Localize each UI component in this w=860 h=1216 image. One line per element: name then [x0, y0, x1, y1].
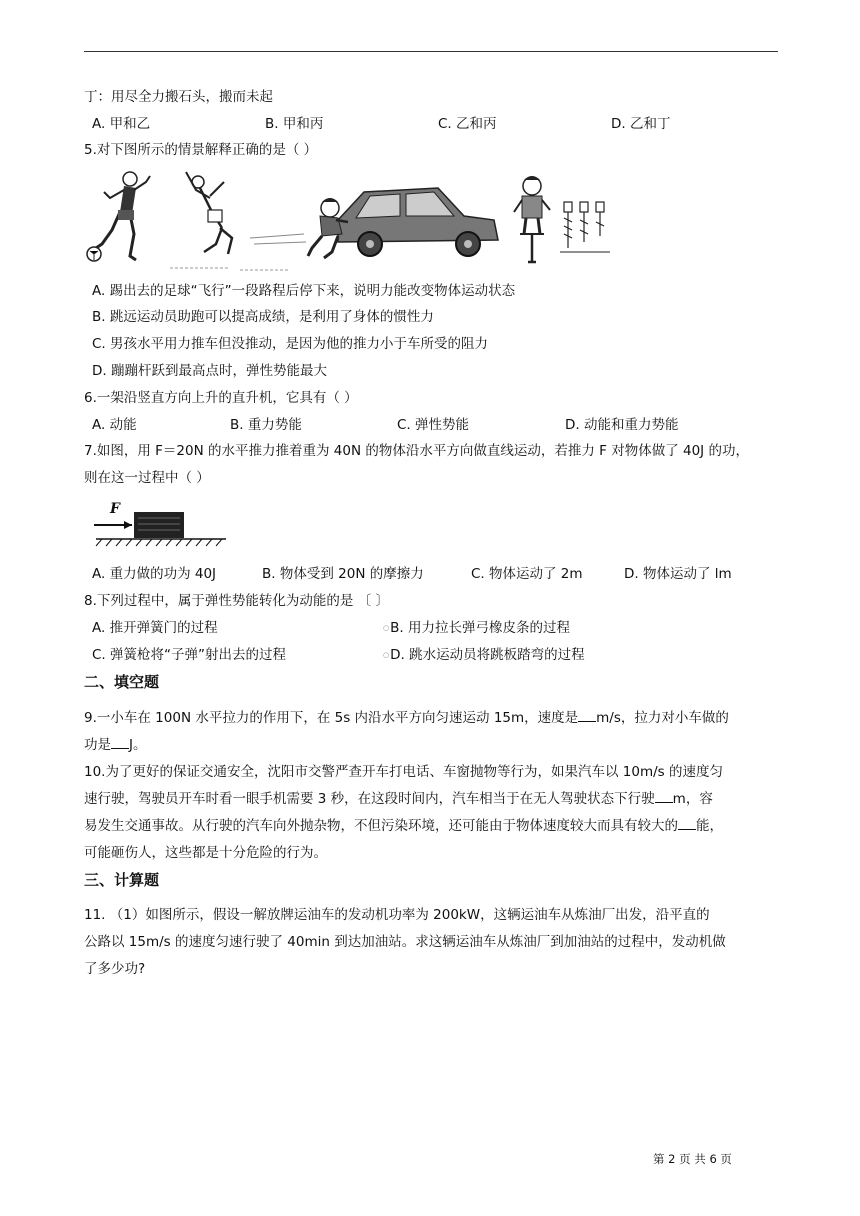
q5-figure-boy-pushing-car: [308, 176, 504, 262]
page-footer: 第 2 页 共 6 页: [653, 1152, 732, 1166]
q7-stem-line2: 则在这一过程中（ ）: [84, 470, 210, 486]
q6-option-c: C. 弹性势能: [397, 417, 470, 433]
section-heading-fill-in: 二、填空题: [84, 673, 160, 691]
q5-option-a: A. 踢出去的足球“飞行”一段路程后停下来，说明力能改变物体运动状态: [92, 283, 516, 299]
q7-option-d: D. 物体运动了 lm: [624, 566, 732, 582]
q10-line4: 可能砸伤人，这些都是十分危险的行为。: [84, 845, 327, 861]
q5-option-c: C. 男孩水平用力推车但没推动，是因为他的推力小于车所受的阻力: [92, 336, 489, 352]
q6-stem: 6.一架沿竖直方向上升的直升机，它具有（ ）: [84, 390, 358, 406]
q11-line3: 了多少功?: [84, 961, 146, 977]
q9-text-c: 功是: [84, 737, 111, 753]
q8-option-d-row: [383, 646, 585, 664]
q10-line1: 10.为了更好的保证交通安全，沈阳市交警严查开车打电话、车窗抛物等行为，如果汽车以 10m/s 的速度匀: [84, 764, 723, 780]
q9-line2: [84, 736, 146, 754]
q9-text-d: J。: [129, 737, 147, 753]
q7-option-a: A. 重力做的功为 40J: [92, 566, 217, 582]
q7-stem-line1: 7.如图，用 F＝20N 的水平推力推着重为 40N 的物体沿水平方向做直线运动，若推力 F 对物体做了 40J 的功，: [84, 443, 749, 459]
q4-option-b: B. 甲和丙: [265, 116, 324, 132]
q10-text-a: 速行驶，驾驶员开车时看一眼手机需要 3 秒，在这段时间内，汽车相当于在无人驾驶状态下行驶: [84, 791, 655, 807]
q10-blank-energy[interactable]: [678, 817, 696, 830]
q5-figure-long-jump: [170, 168, 310, 274]
q8-option-d: D. 跳水运动员将跳板踏弯的过程: [390, 647, 585, 663]
circle-bullet-icon: ○: [383, 624, 390, 632]
q6-option-d: D. 动能和重力势能: [565, 417, 679, 433]
q10-line3: [84, 817, 723, 835]
q4-option-a: A. 甲和乙: [92, 116, 151, 132]
circle-bullet-icon: ○: [383, 651, 390, 659]
q10-line2: [84, 790, 713, 808]
q10-text-b: m，容: [672, 791, 713, 807]
q9-blank-speed[interactable]: [578, 709, 596, 722]
q11-line1: 11. （1）如图所示，假设一解放牌运油车的发动机功率为 200kW，这辆运油车从炼油厂出发，沿平直的: [84, 907, 710, 923]
q4-option-c: C. 乙和丙: [438, 116, 497, 132]
q5-option-d: D. 蹦蹦杆跃到最高点时，弹性势能最大: [92, 363, 327, 379]
q9-line1: [84, 709, 729, 727]
header-rule: [84, 51, 778, 52]
q9-text-b: m/s，拉力对小车做的: [596, 710, 729, 726]
q8-option-b-row: [383, 619, 570, 637]
q6-option-a: A. 动能: [92, 417, 137, 433]
q5-figure-soccer-kick: [84, 168, 162, 270]
q10-text-d: 能，: [696, 818, 723, 834]
q10-blank-distance[interactable]: [655, 790, 673, 803]
q5-figure-pogo-stick: [510, 172, 612, 270]
q8-option-a: A. 推开弹簧门的过程: [92, 620, 218, 636]
q8-option-b: B. 用力拉长弹弓橡皮条的过程: [390, 620, 570, 636]
q9-blank-work[interactable]: [111, 736, 129, 749]
q7-option-b: B. 物体受到 20N 的摩擦力: [262, 566, 424, 582]
q11-line2: 公路以 15m/s 的速度匀速行驶了 40min 到达加油站。求这辆运油车从炼油厂到加油站的过程中，发动机做: [84, 934, 726, 950]
q8-stem: 8.下列过程中，属于弹性势能转化为动能的是 〔 〕: [84, 593, 389, 609]
q7-option-c: C. 物体运动了 2m: [471, 566, 583, 582]
section-heading-calculation: 三、计算题: [84, 871, 160, 889]
q4-option-d: D. 乙和丁: [611, 116, 671, 132]
q8-option-c: C. 弹簧枪将“子弹”射出去的过程: [92, 647, 286, 663]
q5-stem: 5.对下图所示的情景解释正确的是（ ）: [84, 142, 318, 158]
q4-ding-line: 丁：用尽全力搬石头，搬而未起: [84, 89, 273, 105]
q5-option-b: B. 跳远运动员助跑可以提高成绩，是利用了身体的惯性力: [92, 309, 434, 325]
q9-text-a: 9.一小车在 100N 水平拉力的作用下，在 5s 内沿水平方向匀速运动 15m，速度是: [84, 710, 579, 726]
q6-option-b: B. 重力势能: [230, 417, 302, 433]
q10-text-c: 易发生交通事故。从行驶的汽车向外抛杂物，不但污染环境，还可能由于物体速度较大而具有较大的: [84, 818, 678, 834]
q7-force-label: F: [110, 501, 120, 517]
